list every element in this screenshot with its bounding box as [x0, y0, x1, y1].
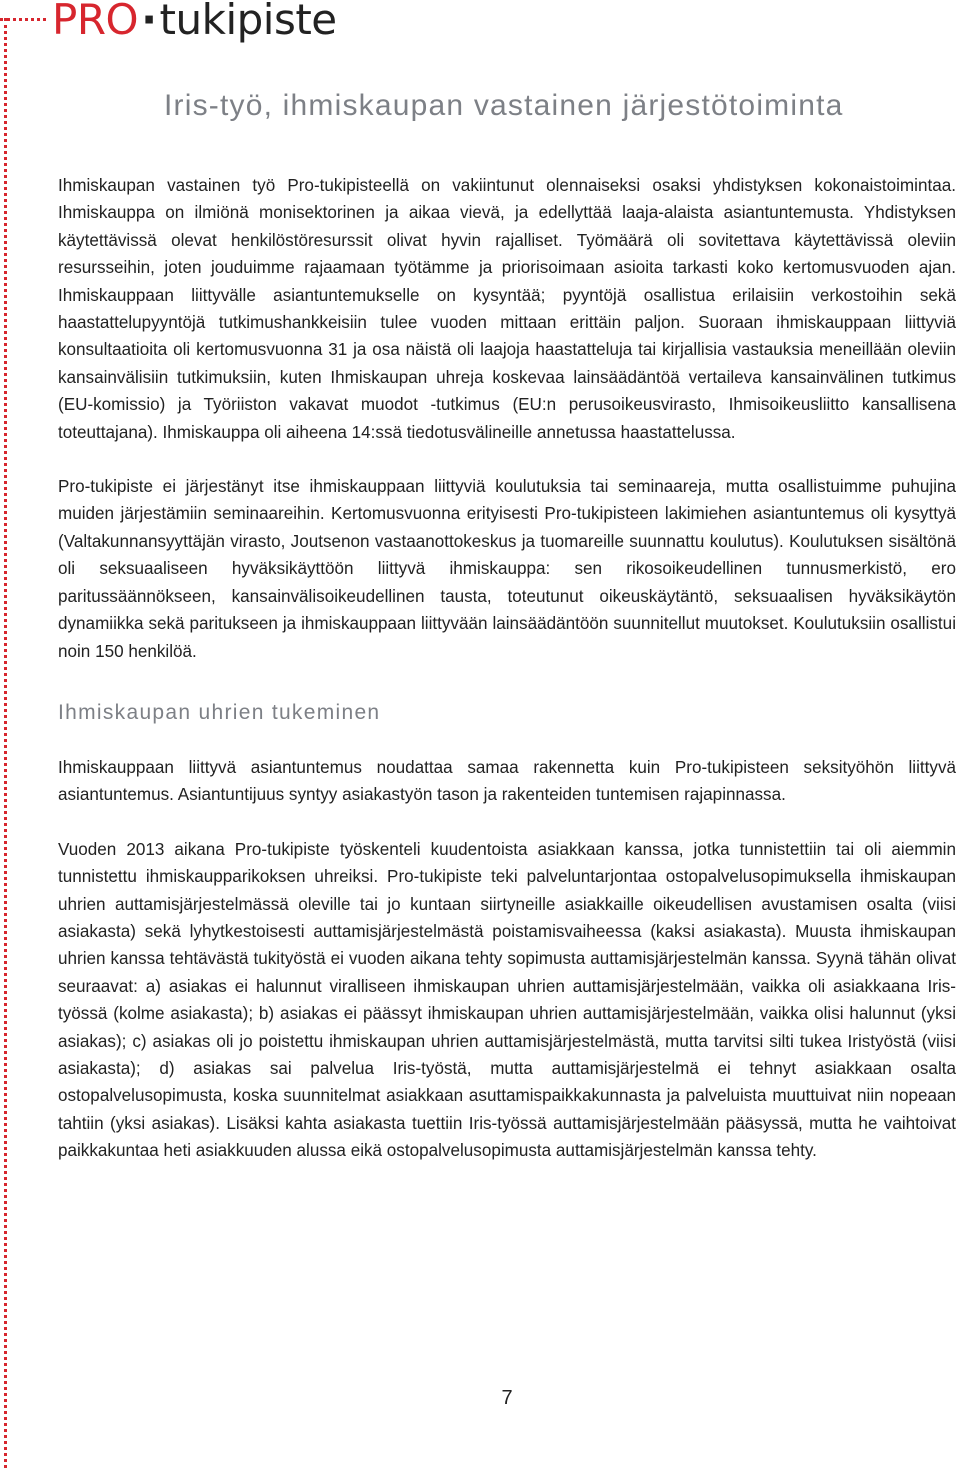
decorative-dotted-line-left [4, 18, 7, 1468]
logo [52, 0, 337, 46]
page-number: 7 [501, 1387, 513, 1409]
logo-separator-dot: · [141, 0, 157, 44]
paragraph-intro: Ihmiskaupan vastainen työ Pro-tukipisteellä on vakiintunut olennaiseksi osaksi yhdistyksen kokonaistoimintaa. Ihmiskauppa on ilmiönä monisektorinen ja aikaa vievä, ja edellyttää laaja-alaista asiantuntemusta. Yhdistyksen käytettävissä olevat henkilöstöresurssit olivat hyvin rajalliset. Työmäärä oli sovitettava käytettävissä oleviin resursseihin, joten jouduimme rajaamaan työtämme ja priorisoimaan asioita tarkasti koko kertomusvuoden ajan. Ihmiskauppaan liittyvälle asiantuntemukselle on kysyntää; pyyntöjä osallistua erilaisiin verkostoihin sekä haastattelupyyntöjä tutkimushankkeisiin tulee vuoden mittaan erittäin paljon. Suoraan ihmiskauppaan liittyviä konsultaatioita oli kertomusvuonna 31 ja osa näistä oli laajoja haastatteluja tai kirjallisia vastauksia meneillään oleviin kansainvälisiin tutkimuksiin, kuten Ihmiskaupan uhreja koskevaa lainsäädäntöä vertaileva kansainvälinen tutkimus (EU-komissio) ja Työriiston vakavat muodot -tutkimus (EU:n perusoikeusvirasto, Ihmisoikeusliitto kansallisena toteuttajana). Ihmiskauppa oli aiheena 14:ssä tiedotusvälineille annetussa haastattelussa. [58, 176, 956, 442]
main-content [58, 172, 956, 1165]
paragraph-expertise: Ihmiskauppaan liittyvä asiantuntemus noudattaa samaa rakennetta kuin Pro-tukipisteen seksityöhön liittyvä asiantuntemus. Asiantuntijuus syntyy asiakastyön tason ja rakenteiden tuntemisen rajapinnassa. [58, 757, 956, 805]
paragraph-clients-2013: Vuoden 2013 aikana Pro-tukipiste työskenteli kuudentoista asiakkaan kanssa, jotka tunnistettiin tai oli aiemmin tunnistettu ihmiskaupparikoksen uhreiksi. Pro-tukipiste teki palveluntarjontaa ostopalvelusopimuksella ihmiskaupan uhrien auttamisjärjestelmässä oleville tai jo kuntaan siirtyneille asiakkaille oikeudellisen avustamisen osalta (viisi asiakasta) sekä lyhytkestoisesti auttamisjärjestelmästä poistamisvaiheessa (kaksi asiakasta). Muusta ihmiskaupan uhrien kanssa tehtävästä tukityöstä ei vuoden aikana tehty sopimusta auttamisjärjestelmän kanssa. Syynä tähän olivat seuraavat: a) asiakas ei halunnut viralliseen ihmiskaupan uhrien auttamisjärjestelmään, vaikka oli asiakkaana Iris-työssä (kolme asiakasta); b) asiakas ei päässyt ihmiskaupan uhrien auttamisjärjestelmään, vaikka olisi halunnut (yksi asiakas); c) asiakas oli jo poistettu ihmiskaupan uhrien auttamisjärjestelmästä, mutta tarvitsi silti tukea Iristyöstä (viisi asiakasta); d) asiakas sai palvelua Iris-työstä, mutta auttamisjärjestelmä ei tehnyt asiakkaan osalta ostopalvelusopimusta, koska suunnitelmat asiakkaan asuttamispaikkakunnasta ja palveluista muuttuivat niin nopeaan tahtiin (yksi asiakas). Lisäksi kahta asiakasta tuettiin Iris-työssä auttamisjärjestelmään pääsyssä, mutta he vaihtoivat paikkakuntaa heti asiakkuuden alussa eikä ostopalvelusopimusta auttamisjärjestelmän kanssa tehty. [58, 839, 956, 1161]
paragraph-training: Pro-tukipiste ei järjestänyt itse ihmiskauppaan liittyviä koulutuksia tai seminaareja, mutta osallistuimme puhujina muiden järjestämiin seminaareihin. Kertomusvuonna erityisesti Pro-tukipisteen lakimiehen asiantuntemus oli kysyttyä (Valtakunnansyyttäjän virasto, Joutsenon vastaanottokeskus ja tuomareille suunnattu koulutus). Koulutuksen sisältönä oli seksuaaliseen hyväksikäyttöön liittyvä ihmiskauppa: sen rikosoikeudellinen tunnusmerkistö, ero paritussäännökseen, kansainvälisoikeudellinen tausta, toteutunut oikeuskäytäntö, seksuaalisen hyväksikäytön dynamiikka sekä paritukseen ja ihmiskauppaan liittyvään lainsäädäntöön suunnitellut muutokset. Koulutuksiin osallistui noin 150 henkilöä. [58, 477, 956, 661]
logo-pro: PRO [52, 0, 139, 44]
logo-tukipiste: tukipiste [159, 0, 337, 44]
section-heading-victim-support: Ihmiskaupan uhrien tukeminen [58, 700, 381, 724]
page-title: Iris-työ, ihmiskaupan vastainen järjestötoiminta [164, 89, 844, 122]
